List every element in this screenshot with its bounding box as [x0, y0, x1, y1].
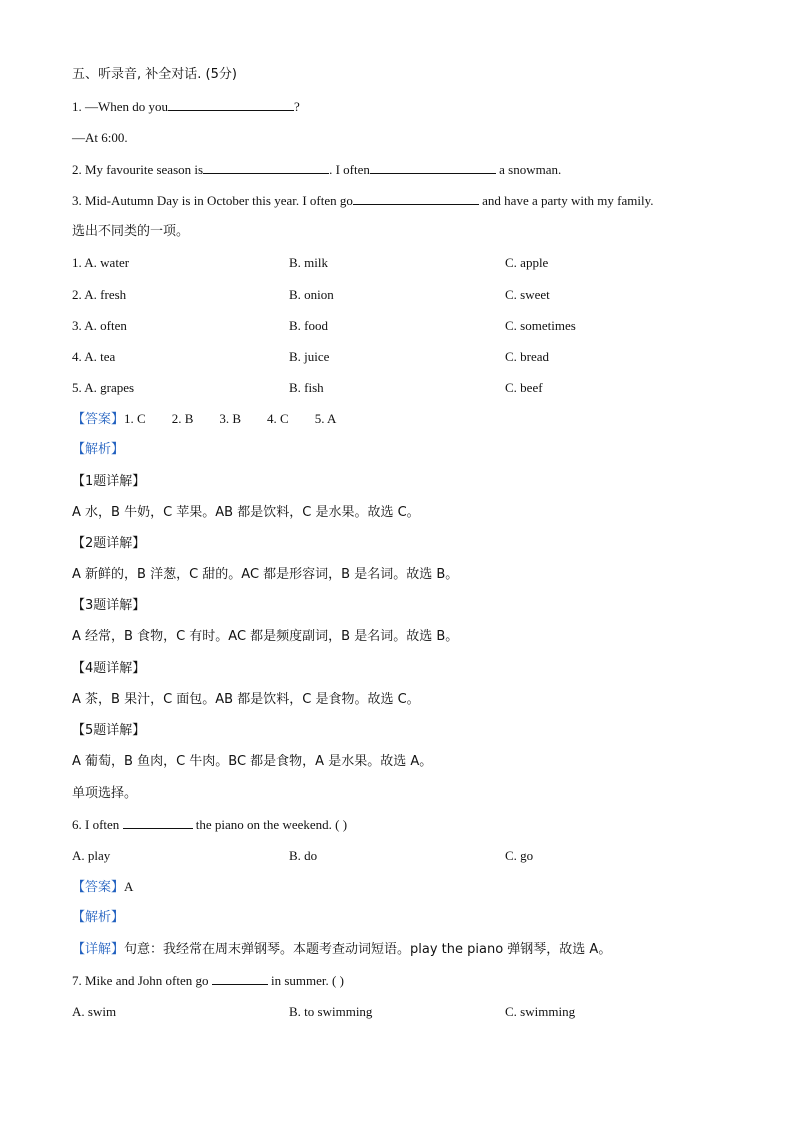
answer-blank[interactable]	[123, 816, 193, 829]
detail-heading: 【1题详解】	[72, 474, 146, 489]
listening-answer-1: —At 6:00.	[72, 130, 128, 145]
answer-key-line: 【答案】1. C 2. B 3. B 4. C 5. A	[72, 411, 337, 427]
choice-question-7: 7. Mike and John often go in summer. ( )	[72, 973, 344, 988]
document-page: 五、听录音, 补全对话. (5分) 1. —When do you ? —At 6:00. 2. My favourite season is . I often a snowman. 3. Mid-Autumn Day is in October this year. I often go and have a party with my family. 选出不同类的一项。 1. A. water B. milk C. apple 2. A. fresh B. onion C. sweet 3. A. often B. food C. sometimes 4. A. tea B. juice C. bread 5. A. grapes B. fish C. beef 【答案】1. C 2. B 3. B 4. C 5. A 【解析】 【1题详解】 A 水，B 牛奶，C 苹果。AB 都是饮料，C 是水果。故选 C。 【2题详解】 A 新鲜的，B 洋葱，C 甜的。AC 都是形容词，B 是名词。故选 B。 【3题详解】 A 经常，B 食物，C 有时。AC 都是频度副词，B 是名词。故选 B。 【4题详解】 A 茶，B 果汁，C 面包。AB 都是饮料，C 是食物。故选 C。 【5题详解】 A 葡萄，B 鱼肉，C 牛肉。BC 都是食物，A 是水果。故选 A。 单项选择。 6. I often the piano on the weekend. ( ) A. play B. do C. go 【答案】A 【解析】 【详解】句意：我经常在周末弹钢琴。本题考查动词短语。play the piano 弹钢琴，故选 A。 7. Mike and John often go in summer. ( ) A. swim B. to swimming C. swimming	[72, 67, 654, 1019]
section-heading-odd-one-out: 选出不同类的一项。	[72, 224, 190, 239]
analysis-tag: 【解析】	[72, 442, 125, 457]
choice-question-6: 6. I often the piano on the weekend. ( )	[72, 817, 348, 832]
detail-text: A 经常，B 食物，C 有时。AC 都是频度副词，B 是名词。故选 B。	[72, 629, 459, 644]
detail-text: A 新鲜的，B 洋葱，C 甜的。AC 都是形容词，B 是名词。故选 B。	[72, 567, 459, 582]
detail-text: A 葡萄，B 鱼肉，C 牛肉。BC 都是食物，A 是水果。故选 A。	[72, 754, 433, 769]
answer-blank[interactable]	[353, 192, 479, 205]
answer-blank[interactable]	[212, 972, 268, 985]
detail-text: 【详解】句意：我经常在周末弹钢琴。本题考查动词短语。play the piano 弹钢琴，故选 A。	[72, 942, 612, 957]
answer-key-line: 【答案】A	[72, 879, 134, 895]
detail-text: A 水，B 牛奶，C 苹果。AB 都是饮料，C 是水果。故选 C。	[72, 505, 420, 520]
answer-blank[interactable]	[203, 161, 329, 174]
listening-question-1: 1. —When do you ?	[72, 99, 300, 114]
detail-heading: 【5题详解】	[72, 723, 146, 738]
detail-text: A 茶，B 果汁，C 面包。AB 都是饮料，C 是食物。故选 C。	[72, 692, 420, 707]
listening-question-3: 3. Mid-Autumn Day is in October this year. I often go and have a party with my family.	[72, 193, 654, 208]
answer-blank[interactable]	[168, 98, 294, 111]
section-heading-single-choice: 单项选择。	[72, 786, 138, 801]
detail-heading: 【2题详解】	[72, 536, 146, 551]
detail-heading: 【4题详解】	[72, 661, 146, 676]
section-heading-listening: 五、听录音, 补全对话. (5分)	[72, 67, 237, 82]
listening-question-2: 2. My favourite season is . I often a snowman.	[72, 162, 562, 177]
answer-tag: 【答案】	[72, 412, 125, 427]
answer-tag: 【答案】	[72, 880, 125, 895]
detail-heading: 【3题详解】	[72, 598, 146, 613]
answer-blank[interactable]	[370, 161, 496, 174]
analysis-tag: 【解析】	[72, 910, 125, 925]
